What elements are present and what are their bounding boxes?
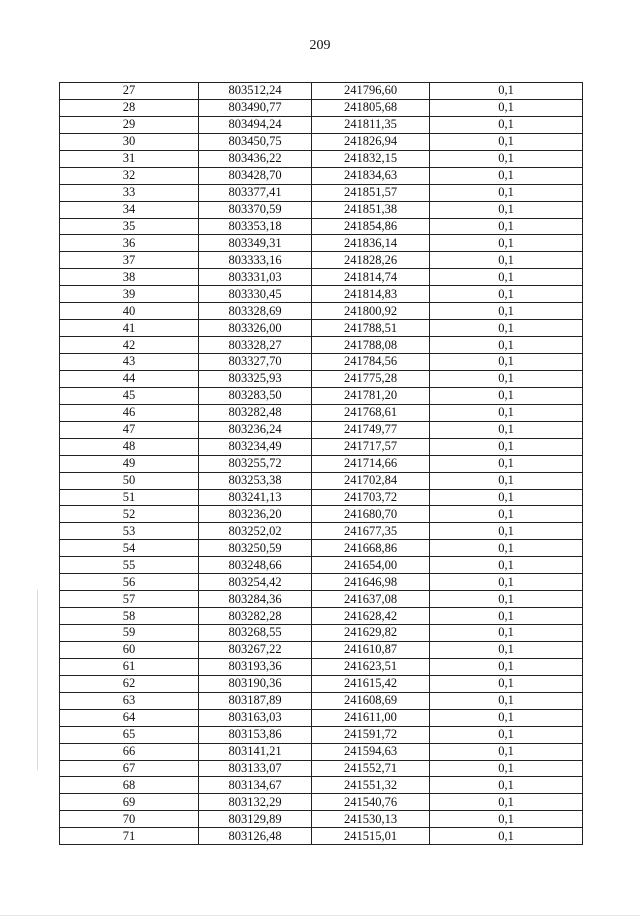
table-row	[60, 387, 583, 404]
point-number-cell: 66	[60, 743, 199, 760]
point-number-cell: 36	[60, 235, 199, 252]
x-coordinate-cell: 803187,89	[199, 692, 312, 709]
point-number-cell: 39	[60, 286, 199, 303]
x-coordinate-cell: 803248,66	[199, 557, 312, 574]
accuracy-cell: 0,1	[430, 811, 583, 828]
point-number-cell: 49	[60, 455, 199, 472]
x-coordinate-cell: 803370,59	[199, 201, 312, 218]
y-coordinate-cell: 241611,00	[312, 709, 430, 726]
point-number-cell: 31	[60, 150, 199, 167]
y-coordinate-cell: 241788,51	[312, 320, 430, 337]
table-row	[60, 354, 583, 371]
y-coordinate-cell: 241796,60	[312, 83, 430, 100]
accuracy-cell: 0,1	[430, 337, 583, 354]
x-coordinate-cell: 803250,59	[199, 540, 312, 557]
accuracy-cell: 0,1	[430, 354, 583, 371]
x-coordinate-cell: 803490,77	[199, 99, 312, 116]
x-coordinate-cell: 803325,93	[199, 370, 312, 387]
point-number-cell: 42	[60, 337, 199, 354]
y-coordinate-cell: 241608,69	[312, 692, 430, 709]
x-coordinate-cell: 803333,16	[199, 252, 312, 269]
accuracy-cell: 0,1	[430, 99, 583, 116]
point-number-cell: 68	[60, 777, 199, 794]
point-number-cell: 53	[60, 523, 199, 540]
accuracy-cell: 0,1	[430, 438, 583, 455]
scan-edge-line	[0, 915, 640, 916]
point-number-cell: 51	[60, 489, 199, 506]
point-number-cell: 48	[60, 438, 199, 455]
x-coordinate-cell: 803253,38	[199, 472, 312, 489]
y-coordinate-cell: 241654,00	[312, 557, 430, 574]
point-number-cell: 67	[60, 760, 199, 777]
y-coordinate-cell: 241814,83	[312, 286, 430, 303]
table-row	[60, 167, 583, 184]
x-coordinate-cell: 803129,89	[199, 811, 312, 828]
point-number-cell: 60	[60, 641, 199, 658]
accuracy-cell: 0,1	[430, 540, 583, 557]
y-coordinate-cell: 241828,26	[312, 252, 430, 269]
accuracy-cell: 0,1	[430, 557, 583, 574]
x-coordinate-cell: 803267,22	[199, 641, 312, 658]
y-coordinate-cell: 241702,84	[312, 472, 430, 489]
x-coordinate-cell: 803134,67	[199, 777, 312, 794]
table-row	[60, 235, 583, 252]
point-number-cell: 52	[60, 506, 199, 523]
table-row	[60, 286, 583, 303]
y-coordinate-cell: 241591,72	[312, 726, 430, 743]
table-row	[60, 99, 583, 116]
point-number-cell: 47	[60, 421, 199, 438]
accuracy-cell: 0,1	[430, 83, 583, 100]
y-coordinate-cell: 241703,72	[312, 489, 430, 506]
accuracy-cell: 0,1	[430, 489, 583, 506]
accuracy-cell: 0,1	[430, 472, 583, 489]
y-coordinate-cell: 241540,76	[312, 794, 430, 811]
table-row	[60, 523, 583, 540]
x-coordinate-cell: 803193,36	[199, 658, 312, 675]
y-coordinate-cell: 241749,77	[312, 421, 430, 438]
point-number-cell: 58	[60, 608, 199, 625]
accuracy-cell: 0,1	[430, 133, 583, 150]
x-coordinate-cell: 803283,50	[199, 387, 312, 404]
y-coordinate-cell: 241788,08	[312, 337, 430, 354]
accuracy-cell: 0,1	[430, 167, 583, 184]
y-coordinate-cell: 241800,92	[312, 303, 430, 320]
x-coordinate-cell: 803327,70	[199, 354, 312, 371]
table-row	[60, 320, 583, 337]
accuracy-cell: 0,1	[430, 184, 583, 201]
x-coordinate-cell: 803236,20	[199, 506, 312, 523]
table-row	[60, 625, 583, 642]
point-number-cell: 41	[60, 320, 199, 337]
x-coordinate-cell: 803241,13	[199, 489, 312, 506]
table-row	[60, 641, 583, 658]
y-coordinate-cell: 241768,61	[312, 404, 430, 421]
x-coordinate-cell: 803349,31	[199, 235, 312, 252]
x-coordinate-cell: 803284,36	[199, 591, 312, 608]
point-number-cell: 46	[60, 404, 199, 421]
point-number-cell: 29	[60, 116, 199, 133]
point-number-cell: 65	[60, 726, 199, 743]
x-coordinate-cell: 803326,00	[199, 320, 312, 337]
table-row	[60, 675, 583, 692]
accuracy-cell: 0,1	[430, 370, 583, 387]
x-coordinate-cell: 803252,02	[199, 523, 312, 540]
table-row	[60, 574, 583, 591]
table-row	[60, 506, 583, 523]
y-coordinate-cell: 241717,57	[312, 438, 430, 455]
x-coordinate-cell: 803450,75	[199, 133, 312, 150]
point-number-cell: 27	[60, 83, 199, 100]
point-number-cell: 61	[60, 658, 199, 675]
y-coordinate-cell: 241680,70	[312, 506, 430, 523]
table-row	[60, 438, 583, 455]
accuracy-cell: 0,1	[430, 303, 583, 320]
x-coordinate-cell: 803330,45	[199, 286, 312, 303]
y-coordinate-cell: 241814,74	[312, 269, 430, 286]
y-coordinate-cell: 241615,42	[312, 675, 430, 692]
table-row	[60, 370, 583, 387]
accuracy-cell: 0,1	[430, 675, 583, 692]
point-number-cell: 63	[60, 692, 199, 709]
accuracy-cell: 0,1	[430, 218, 583, 235]
x-coordinate-cell: 803234,49	[199, 438, 312, 455]
accuracy-cell: 0,1	[430, 235, 583, 252]
x-coordinate-cell: 803494,24	[199, 116, 312, 133]
x-coordinate-cell: 803141,21	[199, 743, 312, 760]
accuracy-cell: 0,1	[430, 150, 583, 167]
x-coordinate-cell: 803282,28	[199, 608, 312, 625]
y-coordinate-cell: 241637,08	[312, 591, 430, 608]
point-number-cell: 38	[60, 269, 199, 286]
point-number-cell: 54	[60, 540, 199, 557]
y-coordinate-cell: 241851,38	[312, 201, 430, 218]
y-coordinate-cell: 241836,14	[312, 235, 430, 252]
accuracy-cell: 0,1	[430, 760, 583, 777]
accuracy-cell: 0,1	[430, 658, 583, 675]
y-coordinate-cell: 241826,94	[312, 133, 430, 150]
y-coordinate-cell: 241854,86	[312, 218, 430, 235]
x-coordinate-cell: 803255,72	[199, 455, 312, 472]
table-row	[60, 608, 583, 625]
table-row	[60, 472, 583, 489]
x-coordinate-cell: 803282,48	[199, 404, 312, 421]
point-number-cell: 71	[60, 828, 199, 845]
coordinates-table	[59, 82, 583, 845]
accuracy-cell: 0,1	[430, 421, 583, 438]
accuracy-cell: 0,1	[430, 455, 583, 472]
accuracy-cell: 0,1	[430, 201, 583, 218]
table-row	[60, 337, 583, 354]
x-coordinate-cell: 803328,27	[199, 337, 312, 354]
table-row	[60, 116, 583, 133]
table-row	[60, 743, 583, 760]
accuracy-cell: 0,1	[430, 252, 583, 269]
y-coordinate-cell: 241811,35	[312, 116, 430, 133]
accuracy-cell: 0,1	[430, 387, 583, 404]
point-number-cell: 28	[60, 99, 199, 116]
y-coordinate-cell: 241677,35	[312, 523, 430, 540]
page-number: 209	[309, 38, 331, 53]
point-number-cell: 59	[60, 625, 199, 642]
y-coordinate-cell: 241781,20	[312, 387, 430, 404]
y-coordinate-cell: 241775,28	[312, 370, 430, 387]
accuracy-cell: 0,1	[430, 591, 583, 608]
accuracy-cell: 0,1	[430, 269, 583, 286]
x-coordinate-cell: 803268,55	[199, 625, 312, 642]
accuracy-cell: 0,1	[430, 286, 583, 303]
point-number-cell: 64	[60, 709, 199, 726]
table-row	[60, 811, 583, 828]
accuracy-cell: 0,1	[430, 777, 583, 794]
y-coordinate-cell: 241834,63	[312, 167, 430, 184]
point-number-cell: 69	[60, 794, 199, 811]
point-number-cell: 33	[60, 184, 199, 201]
y-coordinate-cell: 241594,63	[312, 743, 430, 760]
table-row	[60, 269, 583, 286]
accuracy-cell: 0,1	[430, 116, 583, 133]
table-row	[60, 218, 583, 235]
x-coordinate-cell: 803512,24	[199, 83, 312, 100]
table-row	[60, 455, 583, 472]
y-coordinate-cell: 241784,56	[312, 354, 430, 371]
point-number-cell: 44	[60, 370, 199, 387]
accuracy-cell: 0,1	[430, 625, 583, 642]
x-coordinate-cell: 803163,03	[199, 709, 312, 726]
accuracy-cell: 0,1	[430, 574, 583, 591]
x-coordinate-cell: 803331,03	[199, 269, 312, 286]
y-coordinate-cell: 241668,86	[312, 540, 430, 557]
y-coordinate-cell: 241629,82	[312, 625, 430, 642]
table-row	[60, 692, 583, 709]
accuracy-cell: 0,1	[430, 828, 583, 845]
x-coordinate-cell: 803133,07	[199, 760, 312, 777]
x-coordinate-cell: 803377,41	[199, 184, 312, 201]
table-row	[60, 252, 583, 269]
table-row	[60, 828, 583, 845]
point-number-cell: 34	[60, 201, 199, 218]
y-coordinate-cell: 241714,66	[312, 455, 430, 472]
table-row	[60, 760, 583, 777]
accuracy-cell: 0,1	[430, 743, 583, 760]
x-coordinate-cell: 803190,36	[199, 675, 312, 692]
table-row	[60, 133, 583, 150]
x-coordinate-cell: 803126,48	[199, 828, 312, 845]
accuracy-cell: 0,1	[430, 404, 583, 421]
x-coordinate-cell: 803132,29	[199, 794, 312, 811]
point-number-cell: 43	[60, 354, 199, 371]
accuracy-cell: 0,1	[430, 709, 583, 726]
table-row	[60, 150, 583, 167]
point-number-cell: 35	[60, 218, 199, 235]
point-number-cell: 62	[60, 675, 199, 692]
x-coordinate-cell: 803236,24	[199, 421, 312, 438]
point-number-cell: 37	[60, 252, 199, 269]
y-coordinate-cell: 241552,71	[312, 760, 430, 777]
table-row	[60, 557, 583, 574]
x-coordinate-cell: 803153,86	[199, 726, 312, 743]
table-row	[60, 794, 583, 811]
table-row	[60, 658, 583, 675]
accuracy-cell: 0,1	[430, 641, 583, 658]
point-number-cell: 30	[60, 133, 199, 150]
accuracy-cell: 0,1	[430, 523, 583, 540]
y-coordinate-cell: 241832,15	[312, 150, 430, 167]
x-coordinate-cell: 803328,69	[199, 303, 312, 320]
table-row	[60, 726, 583, 743]
point-number-cell: 40	[60, 303, 199, 320]
accuracy-cell: 0,1	[430, 726, 583, 743]
y-coordinate-cell: 241646,98	[312, 574, 430, 591]
point-number-cell: 56	[60, 574, 199, 591]
y-coordinate-cell: 241805,68	[312, 99, 430, 116]
point-number-cell: 45	[60, 387, 199, 404]
table-row	[60, 489, 583, 506]
table-row	[60, 421, 583, 438]
table-row	[60, 777, 583, 794]
x-coordinate-cell: 803428,70	[199, 167, 312, 184]
point-number-cell: 50	[60, 472, 199, 489]
point-number-cell: 55	[60, 557, 199, 574]
accuracy-cell: 0,1	[430, 608, 583, 625]
table-row	[60, 201, 583, 218]
table-row	[60, 184, 583, 201]
accuracy-cell: 0,1	[430, 794, 583, 811]
accuracy-cell: 0,1	[430, 506, 583, 523]
table-row	[60, 83, 583, 100]
x-coordinate-cell: 803254,42	[199, 574, 312, 591]
y-coordinate-cell: 241530,13	[312, 811, 430, 828]
table-row	[60, 404, 583, 421]
table-row	[60, 540, 583, 557]
table-row	[60, 303, 583, 320]
point-number-cell: 70	[60, 811, 199, 828]
point-number-cell: 57	[60, 591, 199, 608]
scan-edge-line	[37, 590, 38, 770]
accuracy-cell: 0,1	[430, 320, 583, 337]
y-coordinate-cell: 241551,32	[312, 777, 430, 794]
y-coordinate-cell: 241628,42	[312, 608, 430, 625]
x-coordinate-cell: 803436,22	[199, 150, 312, 167]
accuracy-cell: 0,1	[430, 692, 583, 709]
y-coordinate-cell: 241851,57	[312, 184, 430, 201]
table-row	[60, 591, 583, 608]
table-row	[60, 709, 583, 726]
x-coordinate-cell: 803353,18	[199, 218, 312, 235]
y-coordinate-cell: 241515,01	[312, 828, 430, 845]
coordinates-table-body	[60, 83, 583, 845]
point-number-cell: 32	[60, 167, 199, 184]
y-coordinate-cell: 241623,51	[312, 658, 430, 675]
y-coordinate-cell: 241610,87	[312, 641, 430, 658]
